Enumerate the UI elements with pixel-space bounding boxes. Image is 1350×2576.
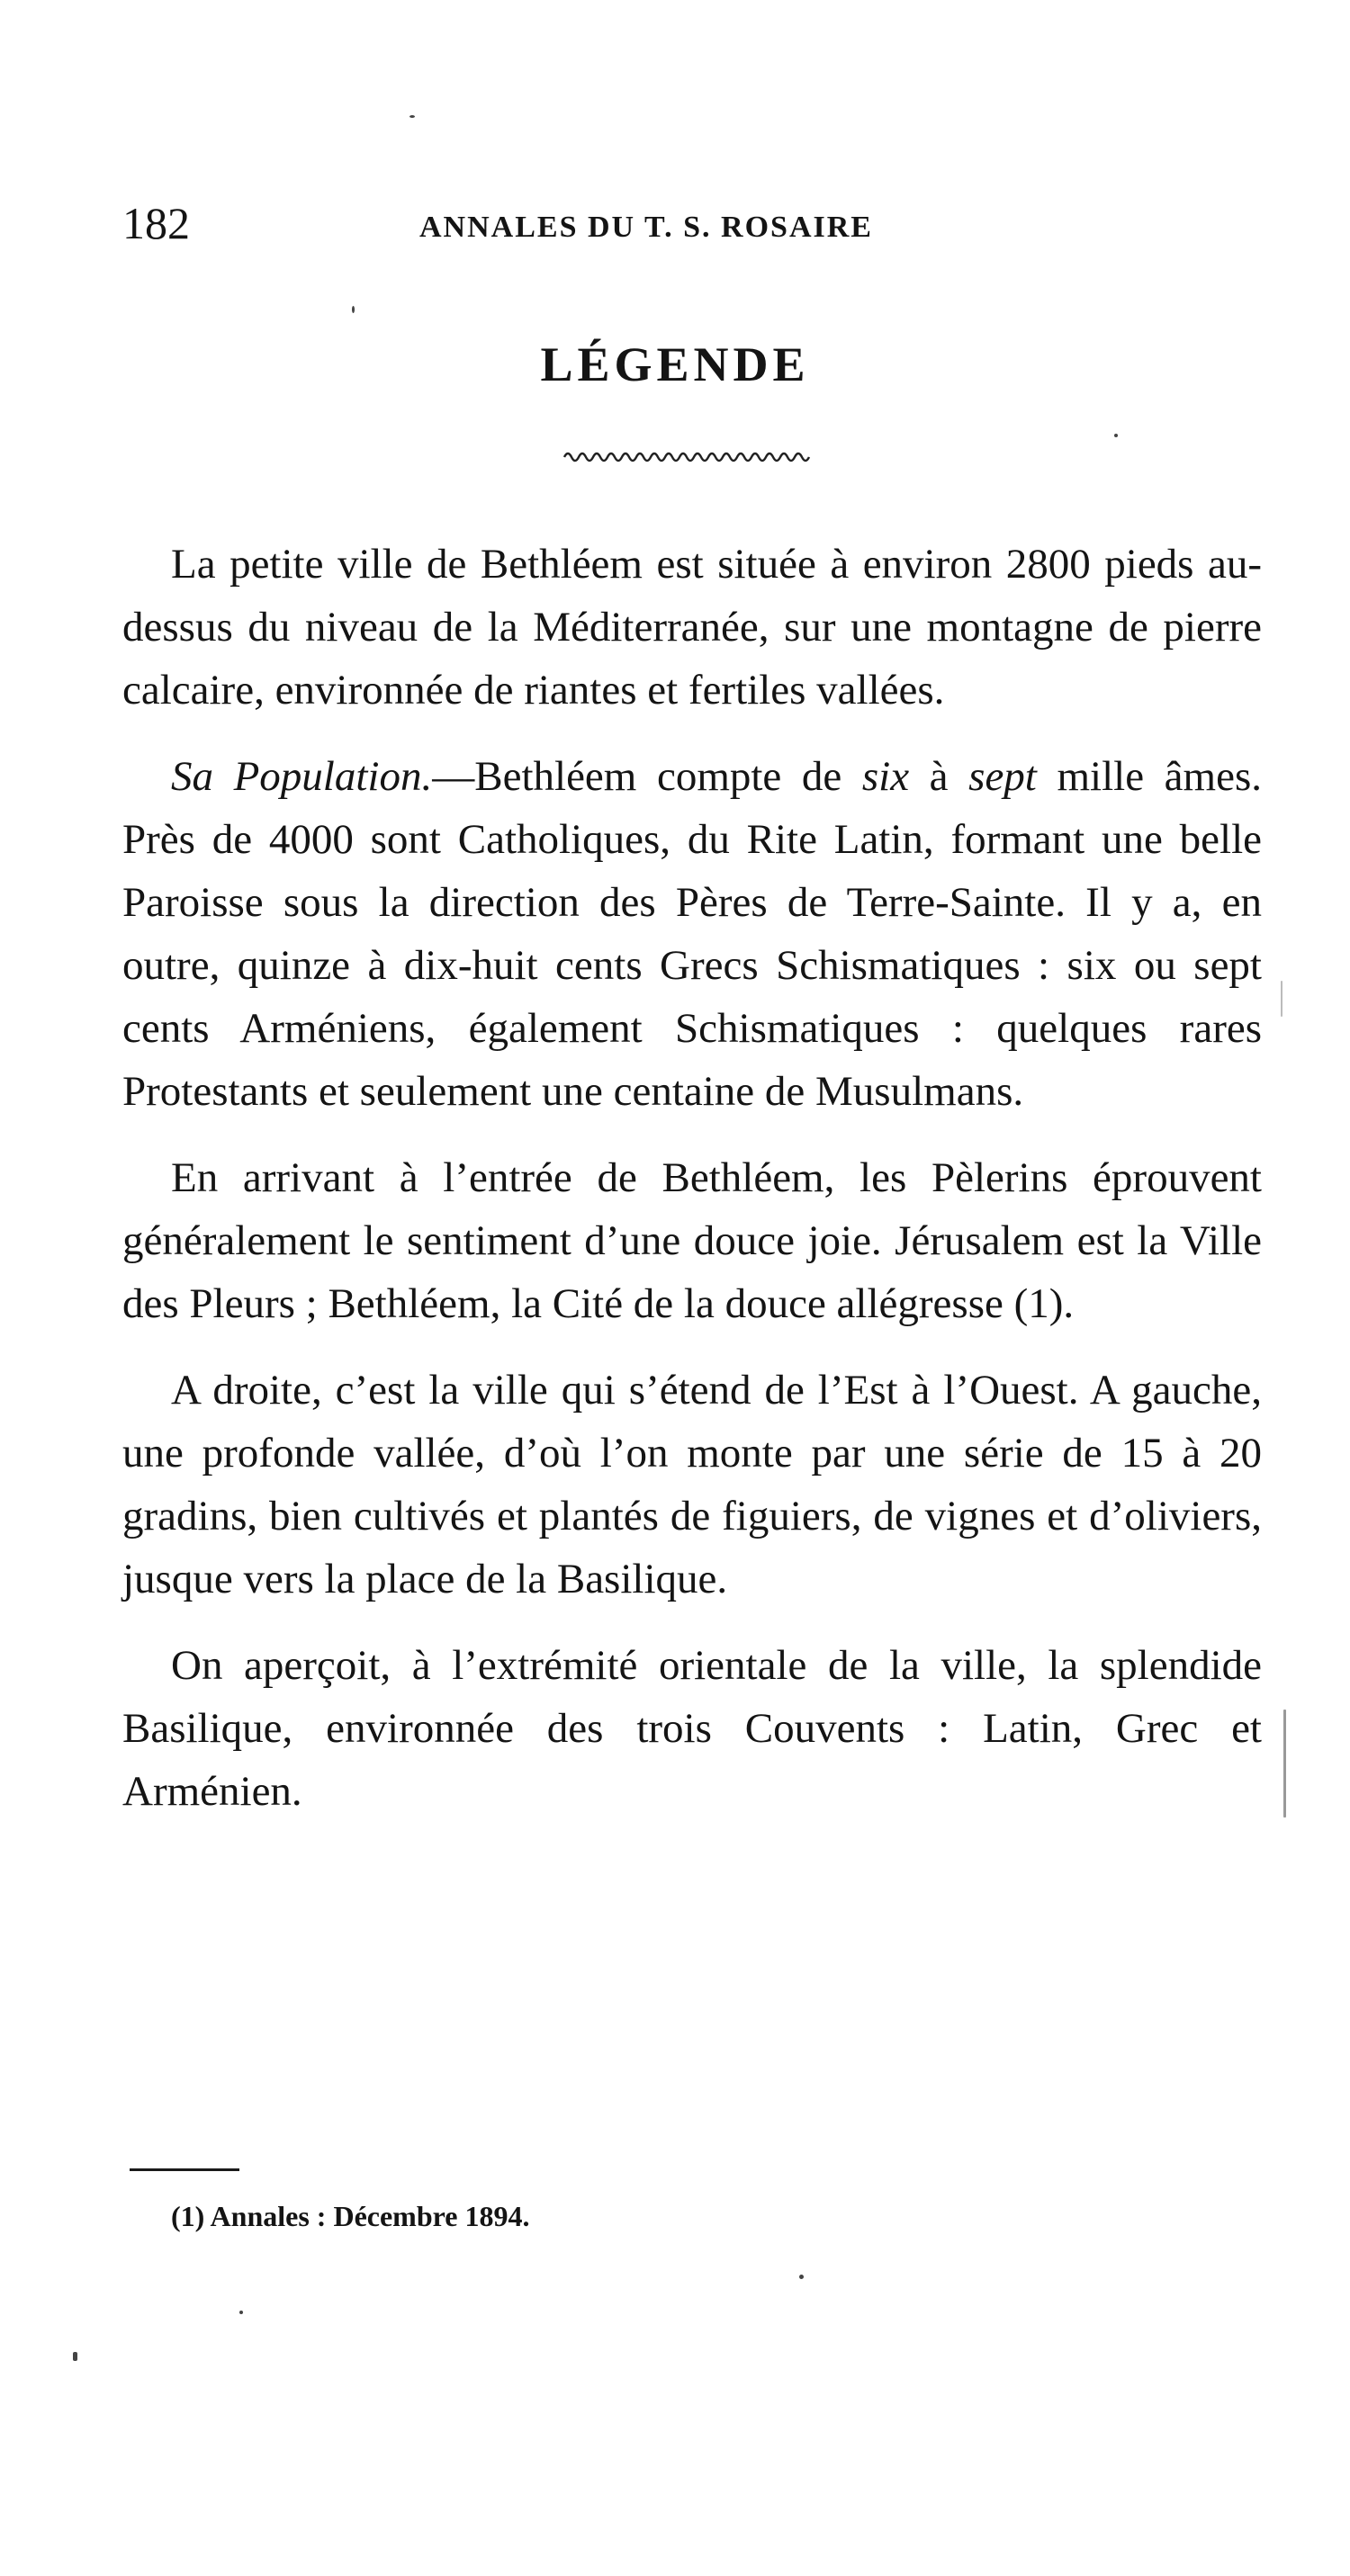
print-speck	[410, 115, 415, 118]
print-speck	[1281, 981, 1282, 1017]
page-number: 182	[122, 198, 190, 248]
body-text	[122, 533, 1262, 1846]
paragraph-2-text-a: Bethléem compte de	[474, 753, 862, 800]
paragraph-4: A droite, c’est la ville qui s’étend de l’Est à l’Ouest. A gauche, une profonde vallée, d’où l’on monte par une série de 15 à 20 gradins, bien cultivés et plantés de figuiers, de vignes et d’oliviers, jusque vers la place de la Basilique.	[122, 1367, 1262, 1602]
print-speck	[1114, 434, 1118, 437]
print-speck	[352, 306, 355, 313]
print-speck	[73, 2352, 77, 2361]
print-speck	[1283, 1710, 1286, 1818]
journal-title: ANNALES DU T. S. ROSAIRE	[419, 211, 873, 244]
footnote-rule	[130, 2168, 239, 2171]
italic-sept: sept	[968, 753, 1037, 800]
paragraph-2-text-b: à	[909, 753, 969, 800]
paragraph-1: La petite ville de Bethléem est située à environ 2800 pieds au-dessus du niveau de la Méditerranée, sur une montagne de pierre calcaire, environnée de riantes et fertiles vallées.	[122, 541, 1262, 714]
paragraph-2-text-c: mille âmes. Près de 4000 sont Catholiques, du Rite Latin, formant une belle Paroisse sous la direction des Pères de Terre-Sainte. Il y a, en outre, quinze à dix-huit cents Grecs Schismatiques : six ou sept cents Arméniens, également Schismatiques : quelques rares Protestants et seulement une centaine de Musulmans.	[122, 753, 1262, 1115]
print-speck	[799, 2275, 804, 2279]
chapter-title: LÉGENDE	[540, 337, 810, 391]
decorative-rule-ornament	[562, 448, 814, 466]
italic-six: six	[861, 753, 910, 800]
paragraph-5: On aperçoit, à l’extrémité orientale de la ville, la splendide Basilique, environnée des trois Couvents : Latin, Grec et Arménien.	[122, 1642, 1262, 1815]
paragraph-3: En arrivant à l’entrée de Bethléem, les Pèlerins éprouvent généralement le sentiment d’une douce joie. Jérusalem est la Ville des Pleurs ; Bethléem, la Cité de la douce allégresse (1).	[122, 1154, 1262, 1327]
running-head	[122, 196, 1265, 250]
paragraph-2	[122, 745, 1262, 1123]
footnote: (1) Annales : Décembre 1894.	[171, 2200, 530, 2232]
em-dash: —	[432, 753, 475, 800]
population-heading: Sa Population.	[171, 753, 433, 800]
print-speck	[239, 2311, 243, 2314]
